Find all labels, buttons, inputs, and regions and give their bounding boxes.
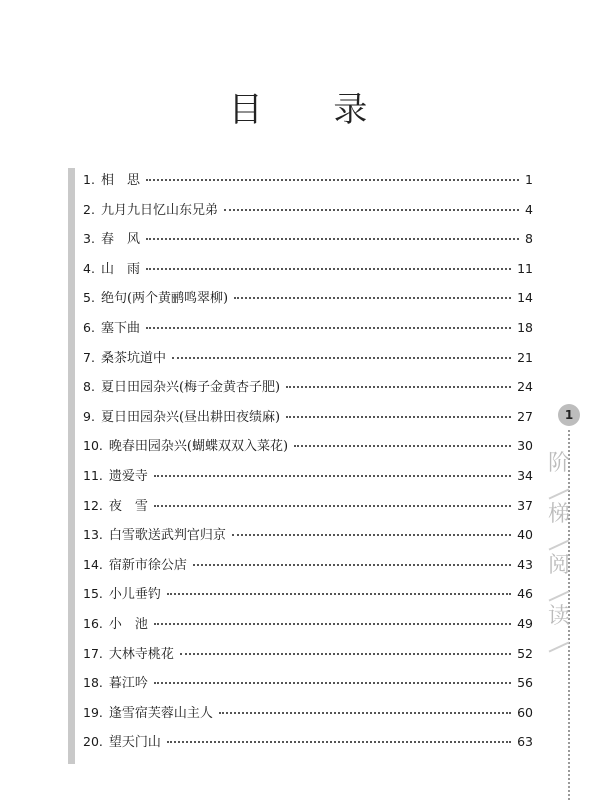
toc-leader [224, 208, 519, 211]
toc-entry[interactable] [83, 461, 533, 491]
toc-leader [294, 444, 511, 447]
toc-page: 27 [517, 408, 533, 424]
toc-leader [167, 592, 511, 595]
toc-leader [154, 474, 511, 477]
toc-title: 夏日田园杂兴(昼出耕田夜绩麻) [100, 409, 281, 425]
toc-page: 4 [525, 201, 533, 217]
toc-entry[interactable] [83, 639, 533, 669]
toc-leader [146, 326, 511, 329]
toc-title: 桑茶坑道中 [100, 350, 166, 366]
toc-page: 56 [517, 675, 533, 691]
toc-number: 11. [83, 467, 103, 483]
toc-number: 6. [83, 319, 95, 335]
toc-page: 24 [517, 379, 533, 395]
toc-page: 52 [517, 645, 533, 661]
toc-title: 暮江吟 [108, 676, 148, 692]
side-label-char: 阅 [547, 553, 570, 578]
toc-leader [193, 563, 511, 566]
toc-leader [232, 533, 511, 536]
toc-title: 九月九日忆山东兄弟 [100, 202, 218, 218]
side-vertical-label [539, 444, 579, 648]
page-title: 目 录 [228, 90, 398, 130]
toc-leader [180, 652, 511, 655]
toc-page: 11 [517, 260, 533, 276]
toc-leader [234, 296, 511, 299]
toc-number: 10. [83, 438, 103, 454]
toc-title: 夏日田园杂兴(梅子金黄杏子肥) [100, 380, 281, 396]
toc-entry[interactable] [83, 431, 533, 461]
toc-title: 遗爱寺 [108, 468, 148, 484]
toc-title: 小儿垂钓 [108, 587, 161, 603]
toc-number: 12. [83, 497, 103, 513]
toc-page: 8 [525, 231, 533, 247]
toc-entry[interactable] [83, 698, 533, 728]
toc-number: 3. [83, 231, 95, 247]
toc-entry[interactable] [83, 254, 533, 284]
toc-page: 34 [517, 467, 533, 483]
toc-entry[interactable] [83, 224, 533, 254]
toc-number: 9. [83, 408, 95, 424]
toc-title: 宿新市徐公店 [108, 557, 187, 573]
toc-number: 7. [83, 349, 95, 365]
toc-title: 晚春田园杂兴(蝴蝶双双入菜花) [108, 439, 289, 455]
toc-entry[interactable] [83, 165, 533, 195]
toc-page: 1 [525, 172, 533, 187]
toc-entry[interactable] [83, 609, 533, 639]
table-of-contents [83, 165, 533, 757]
toc-title: 春 风 [100, 232, 140, 248]
toc-entry[interactable] [83, 550, 533, 580]
toc-page: 21 [517, 349, 533, 365]
toc-page: 30 [517, 438, 533, 454]
toc-entry[interactable] [83, 520, 533, 550]
toc-title: 望天门山 [108, 735, 161, 751]
toc-entry[interactable] [83, 195, 533, 225]
toc-title: 白雪歌送武判官归京 [108, 528, 226, 544]
toc-entry[interactable] [83, 313, 533, 343]
toc-number: 16. [83, 615, 103, 631]
toc-number: 19. [83, 704, 103, 720]
toc-number: 14. [83, 556, 103, 572]
toc-leader [154, 622, 511, 625]
toc-number: 4. [83, 260, 95, 276]
side-label-char: 阶 [547, 451, 570, 476]
toc-page: 46 [517, 586, 533, 602]
toc-leader [146, 267, 511, 270]
toc-title: 塞下曲 [100, 320, 140, 336]
toc-page: 37 [517, 497, 533, 513]
toc-title: 相 思 [100, 173, 140, 188]
toc-leader [154, 504, 511, 507]
toc-page: 18 [517, 319, 533, 335]
toc-number: 13. [83, 527, 103, 543]
side-label-char: 梯 [547, 502, 570, 527]
left-accent-bar [68, 168, 75, 764]
toc-entry[interactable] [83, 491, 533, 521]
toc-number: 1. [83, 172, 95, 187]
toc-entry[interactable] [83, 402, 533, 432]
toc-page: 40 [517, 527, 533, 543]
toc-page: 60 [517, 704, 533, 720]
toc-title: 绝句(两个黄鹂鸣翠柳) [100, 291, 229, 307]
toc-number: 2. [83, 201, 95, 217]
toc-title: 山 雨 [100, 261, 140, 277]
toc-page: 49 [517, 615, 533, 631]
toc-leader [286, 385, 511, 388]
toc-entry[interactable] [83, 668, 533, 698]
toc-leader [172, 356, 511, 359]
toc-entry[interactable] [83, 343, 533, 373]
toc-title: 小 池 [108, 616, 148, 632]
toc-title: 逢雪宿芙蓉山主人 [108, 705, 213, 721]
toc-leader [286, 415, 511, 418]
side-label-char: 读 [547, 604, 570, 629]
toc-leader [146, 237, 519, 240]
page-section-badge: 1 [558, 404, 580, 426]
toc-title: 大林寺桃花 [108, 646, 174, 662]
toc-entry[interactable] [83, 283, 533, 313]
toc-title: 夜 雪 [108, 498, 148, 514]
toc-number: 5. [83, 290, 95, 306]
toc-leader [146, 178, 519, 181]
toc-page: 43 [517, 556, 533, 572]
toc-entry[interactable] [83, 579, 533, 609]
toc-entry[interactable] [83, 372, 533, 402]
toc-entry[interactable] [83, 727, 533, 757]
toc-number: 20. [83, 734, 103, 750]
toc-page: 14 [517, 290, 533, 306]
toc-leader [219, 711, 511, 714]
toc-number: 18. [83, 675, 103, 691]
toc-number: 15. [83, 586, 103, 602]
toc-number: 8. [83, 379, 95, 395]
toc-leader [167, 740, 511, 743]
toc-leader [154, 681, 511, 684]
toc-page: 63 [517, 734, 533, 750]
toc-number: 17. [83, 645, 103, 661]
